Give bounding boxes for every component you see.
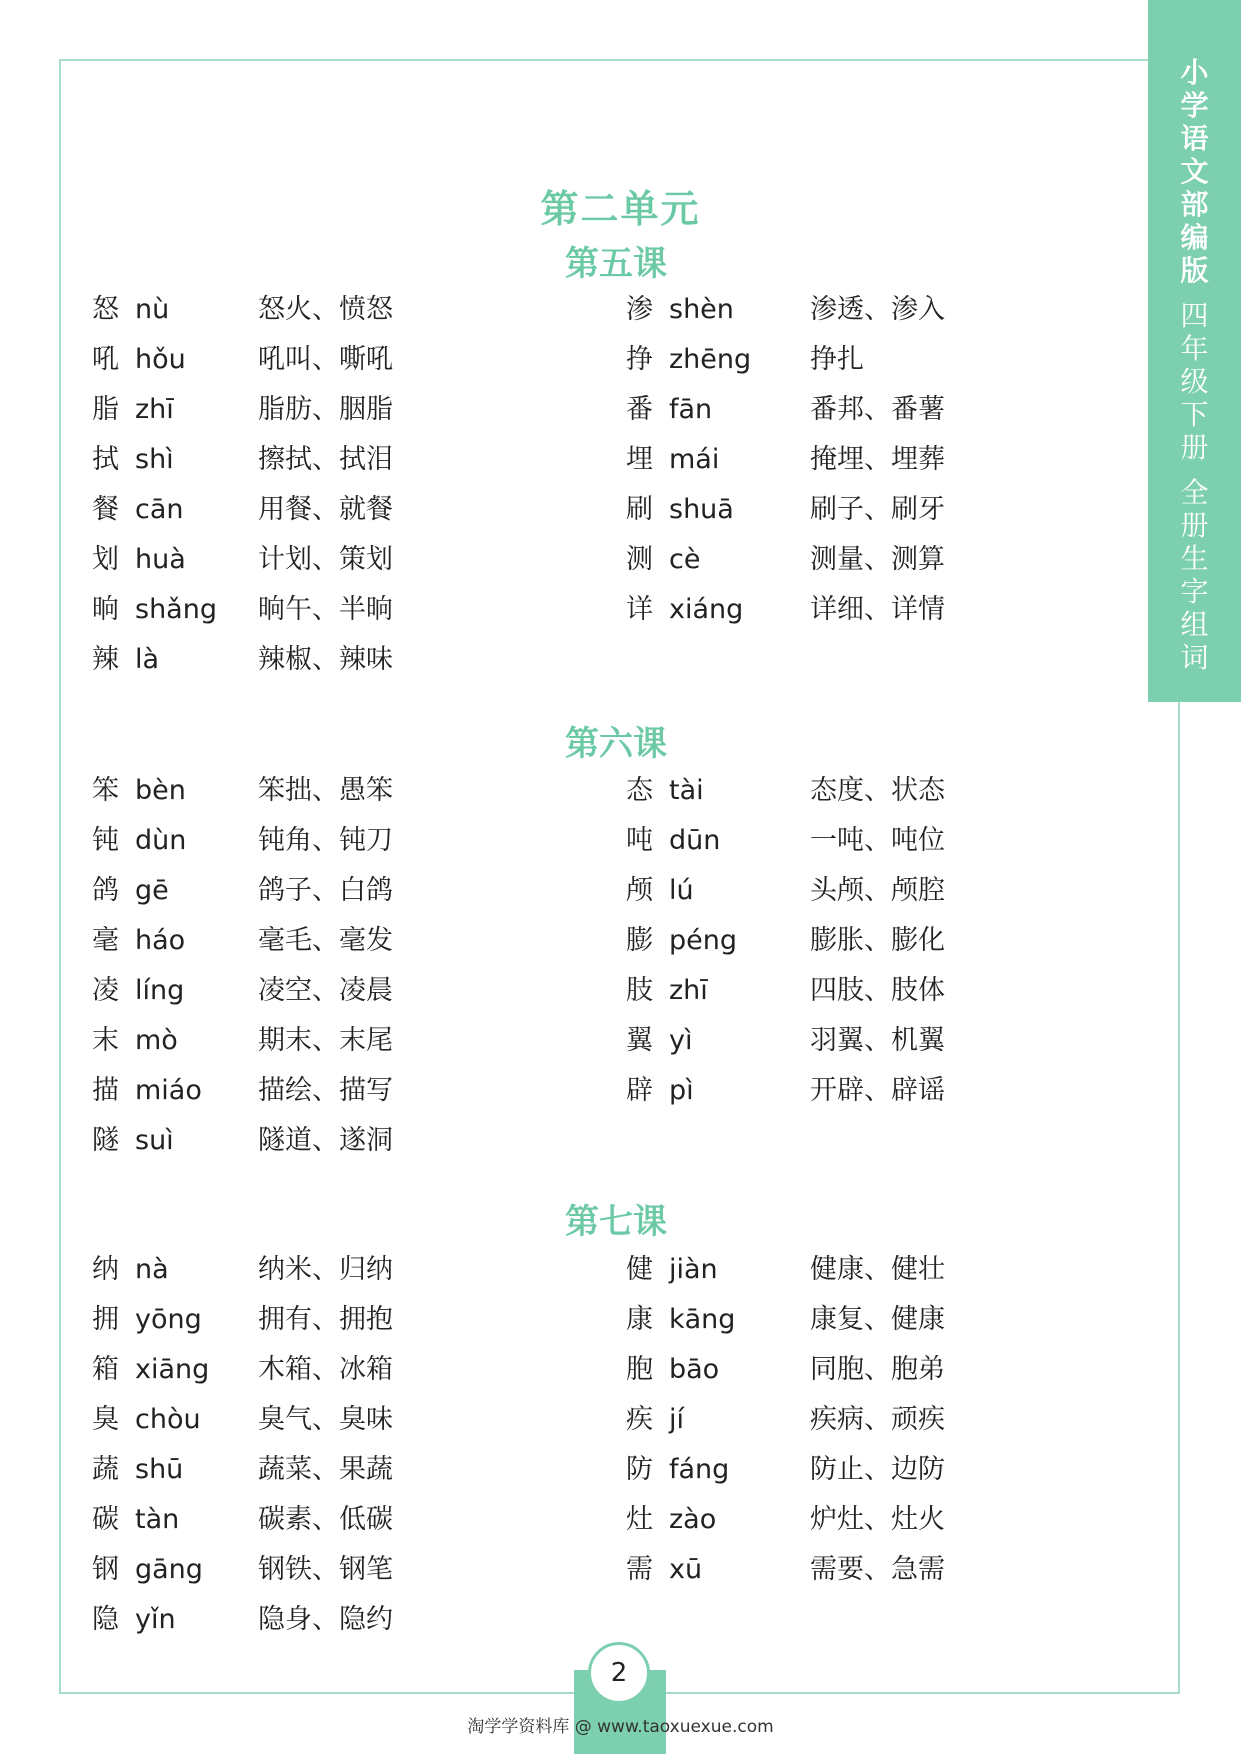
character: 鸽 xyxy=(92,875,119,906)
pinyin: gē xyxy=(135,875,169,906)
unit-title: 第二单元 xyxy=(540,187,701,231)
pinyin: tàn xyxy=(135,1504,180,1535)
pinyin: zhēng xyxy=(669,344,752,375)
character: 肢 xyxy=(626,975,653,1006)
entry-row xyxy=(0,1445,1241,1495)
word-group: 毫毛、毫发 xyxy=(258,925,393,956)
entry-row xyxy=(0,1495,1241,1545)
pinyin: huà xyxy=(135,544,186,575)
entry-row xyxy=(0,766,1241,816)
pinyin: miáo xyxy=(135,1075,202,1106)
word-group: 一吨、吨位 xyxy=(810,825,945,856)
entry-row xyxy=(0,1295,1241,1345)
word-group: 用餐、就餐 xyxy=(258,494,393,525)
character: 埋 xyxy=(626,444,653,475)
entry-row xyxy=(0,1345,1241,1395)
lesson-entries xyxy=(0,285,1241,685)
pinyin: jí xyxy=(669,1404,685,1435)
word-group: 隧道、遂洞 xyxy=(258,1125,393,1156)
character: 笨 xyxy=(92,775,119,806)
character: 辣 xyxy=(92,644,119,675)
character: 刷 xyxy=(626,494,653,525)
word-group: 计划、策划 xyxy=(258,544,393,575)
pinyin: yì xyxy=(669,1025,693,1056)
entry-row xyxy=(0,635,1241,685)
entry-row xyxy=(0,285,1241,335)
character: 怒 xyxy=(92,294,119,325)
character: 防 xyxy=(626,1454,653,1485)
character: 蔬 xyxy=(92,1454,119,1485)
pinyin: gāng xyxy=(135,1554,203,1585)
character: 翼 xyxy=(626,1025,653,1056)
entry-row xyxy=(0,335,1241,385)
pinyin: yǐn xyxy=(135,1604,176,1635)
word-group: 期末、末尾 xyxy=(258,1025,393,1056)
character: 毫 xyxy=(92,925,119,956)
pinyin: shèn xyxy=(669,294,734,325)
word-group: 臭气、臭味 xyxy=(258,1404,393,1435)
lesson-title: 第六课 xyxy=(565,724,667,764)
word-group: 吼叫、嘶吼 xyxy=(258,344,393,375)
character: 态 xyxy=(626,775,653,806)
character: 臭 xyxy=(92,1404,119,1435)
word-group: 态度、状态 xyxy=(810,775,945,806)
pinyin: xū xyxy=(669,1554,703,1585)
pinyin: shì xyxy=(135,444,174,475)
pinyin: zhī xyxy=(135,394,174,425)
character: 拥 xyxy=(92,1304,119,1335)
character: 描 xyxy=(92,1075,119,1106)
word-group: 蔬菜、果蔬 xyxy=(258,1454,393,1485)
character: 疾 xyxy=(626,1404,653,1435)
word-group: 挣扎 xyxy=(810,344,864,375)
entry-row xyxy=(0,1066,1241,1116)
entry-row xyxy=(0,816,1241,866)
side-tab-grade: 四年级下册 xyxy=(1180,299,1209,464)
entry-row xyxy=(0,866,1241,916)
word-group: 鸽子、白鸽 xyxy=(258,875,393,906)
word-group: 详细、详情 xyxy=(810,594,945,625)
pinyin: bāo xyxy=(669,1354,720,1385)
pinyin: xiāng xyxy=(135,1354,210,1385)
pinyin: suì xyxy=(135,1125,174,1156)
pinyin: zào xyxy=(669,1504,717,1535)
word-group: 羽翼、机翼 xyxy=(810,1025,945,1056)
character: 灶 xyxy=(626,1504,653,1535)
side-tab-subtitle: 全册生字组词 xyxy=(1180,476,1209,674)
pinyin: nù xyxy=(135,294,170,325)
word-group: 健康、健壮 xyxy=(810,1254,945,1285)
pinyin: cè xyxy=(669,544,701,575)
word-group: 隐身、隐约 xyxy=(258,1604,393,1635)
entry-row xyxy=(0,966,1241,1016)
lesson-title: 第七课 xyxy=(565,1202,667,1242)
character: 凌 xyxy=(92,975,119,1006)
character: 吼 xyxy=(92,344,119,375)
pinyin: shǎng xyxy=(135,594,217,625)
word-group: 刷子、刷牙 xyxy=(810,494,945,525)
word-group: 开辟、辟谣 xyxy=(810,1075,945,1106)
character: 膨 xyxy=(626,925,653,956)
word-group: 钢铁、钢笔 xyxy=(258,1554,393,1585)
word-group: 炉灶、灶火 xyxy=(810,1504,945,1535)
entry-row xyxy=(0,1016,1241,1066)
pinyin: dūn xyxy=(669,825,721,856)
word-group: 需要、急需 xyxy=(810,1554,945,1585)
character: 隧 xyxy=(92,1125,119,1156)
page-number: 2 xyxy=(588,1642,650,1704)
character: 番 xyxy=(626,394,653,425)
character: 隐 xyxy=(92,1604,119,1635)
pinyin: fáng xyxy=(669,1454,730,1485)
pinyin: háo xyxy=(135,925,186,956)
word-group: 辣椒、辣味 xyxy=(258,644,393,675)
word-group: 描绘、描写 xyxy=(258,1075,393,1106)
word-group: 康复、健康 xyxy=(810,1304,945,1335)
word-group: 纳米、归纳 xyxy=(258,1254,393,1285)
entry-row xyxy=(0,1116,1241,1166)
word-group: 钝角、钝刀 xyxy=(258,825,393,856)
pinyin: cān xyxy=(135,494,184,525)
character: 渗 xyxy=(626,294,653,325)
pinyin: líng xyxy=(135,975,185,1006)
character: 钝 xyxy=(92,825,119,856)
character: 需 xyxy=(626,1554,653,1585)
word-group: 同胞、胞弟 xyxy=(810,1354,945,1385)
pinyin: fān xyxy=(669,394,713,425)
character: 健 xyxy=(626,1254,653,1285)
character: 吨 xyxy=(626,825,653,856)
character: 挣 xyxy=(626,344,653,375)
pinyin: zhī xyxy=(669,975,708,1006)
character: 钢 xyxy=(92,1554,119,1585)
word-group: 拥有、拥抱 xyxy=(258,1304,393,1335)
character: 箱 xyxy=(92,1354,119,1385)
pinyin: pì xyxy=(669,1075,694,1106)
pinyin: là xyxy=(135,644,160,675)
word-group: 木箱、冰箱 xyxy=(258,1354,393,1385)
word-group: 怒火、愤怒 xyxy=(258,294,393,325)
character: 拭 xyxy=(92,444,119,475)
entry-row xyxy=(0,1245,1241,1295)
entry-row xyxy=(0,535,1241,585)
pinyin: kāng xyxy=(669,1304,736,1335)
character: 纳 xyxy=(92,1254,119,1285)
character: 末 xyxy=(92,1025,119,1056)
pinyin: hǒu xyxy=(135,344,186,375)
word-group: 防止、边防 xyxy=(810,1454,945,1485)
word-group: 渗透、渗入 xyxy=(810,294,945,325)
entry-row xyxy=(0,585,1241,635)
word-group: 番邦、番薯 xyxy=(810,394,945,425)
word-group: 测量、测算 xyxy=(810,544,945,575)
pinyin: lú xyxy=(669,875,694,906)
character: 辟 xyxy=(626,1075,653,1106)
entry-row xyxy=(0,1545,1241,1595)
side-tab-title: 小学语文部编版 xyxy=(1180,56,1209,287)
character: 碳 xyxy=(92,1504,119,1535)
pinyin: chòu xyxy=(135,1404,201,1435)
pinyin: mò xyxy=(135,1025,178,1056)
entry-row xyxy=(0,385,1241,435)
character: 胞 xyxy=(626,1354,653,1385)
word-group: 掩埋、埋葬 xyxy=(810,444,945,475)
lesson-entries xyxy=(0,1245,1241,1645)
pinyin: péng xyxy=(669,925,738,956)
word-group: 膨胀、膨化 xyxy=(810,925,945,956)
entry-row xyxy=(0,435,1241,485)
pinyin: yōng xyxy=(135,1304,202,1335)
word-group: 碳素、低碳 xyxy=(258,1504,393,1535)
pinyin: shuā xyxy=(669,494,734,525)
character: 详 xyxy=(626,594,653,625)
pinyin: dùn xyxy=(135,825,187,856)
entry-row xyxy=(0,1595,1241,1645)
pinyin: shū xyxy=(135,1454,184,1485)
word-group: 晌午、半晌 xyxy=(258,594,393,625)
entry-row xyxy=(0,916,1241,966)
character: 康 xyxy=(626,1304,653,1335)
entry-row xyxy=(0,485,1241,535)
pinyin: tài xyxy=(669,775,704,806)
character: 测 xyxy=(626,544,653,575)
lesson-title: 第五课 xyxy=(565,244,667,284)
word-group: 疾病、顽疾 xyxy=(810,1404,945,1435)
character: 餐 xyxy=(92,494,119,525)
pinyin: nà xyxy=(135,1254,169,1285)
word-group: 笨拙、愚笨 xyxy=(258,775,393,806)
character: 颅 xyxy=(626,875,653,906)
word-group: 四肢、肢体 xyxy=(810,975,945,1006)
lesson-entries xyxy=(0,766,1241,1166)
pinyin: mái xyxy=(669,444,720,475)
pinyin: bèn xyxy=(135,775,186,806)
footer-watermark: 淘学学资料库 @ www.taoxuexue.com xyxy=(467,1717,774,1737)
word-group: 头颅、颅腔 xyxy=(810,875,945,906)
pinyin: jiàn xyxy=(669,1254,718,1285)
entry-row xyxy=(0,1395,1241,1445)
word-group: 脂肪、胭脂 xyxy=(258,394,393,425)
character: 脂 xyxy=(92,394,119,425)
pinyin: xiáng xyxy=(669,594,744,625)
word-group: 凌空、凌晨 xyxy=(258,975,393,1006)
word-group: 擦拭、拭泪 xyxy=(258,444,393,475)
character: 晌 xyxy=(92,594,119,625)
character: 划 xyxy=(92,544,119,575)
